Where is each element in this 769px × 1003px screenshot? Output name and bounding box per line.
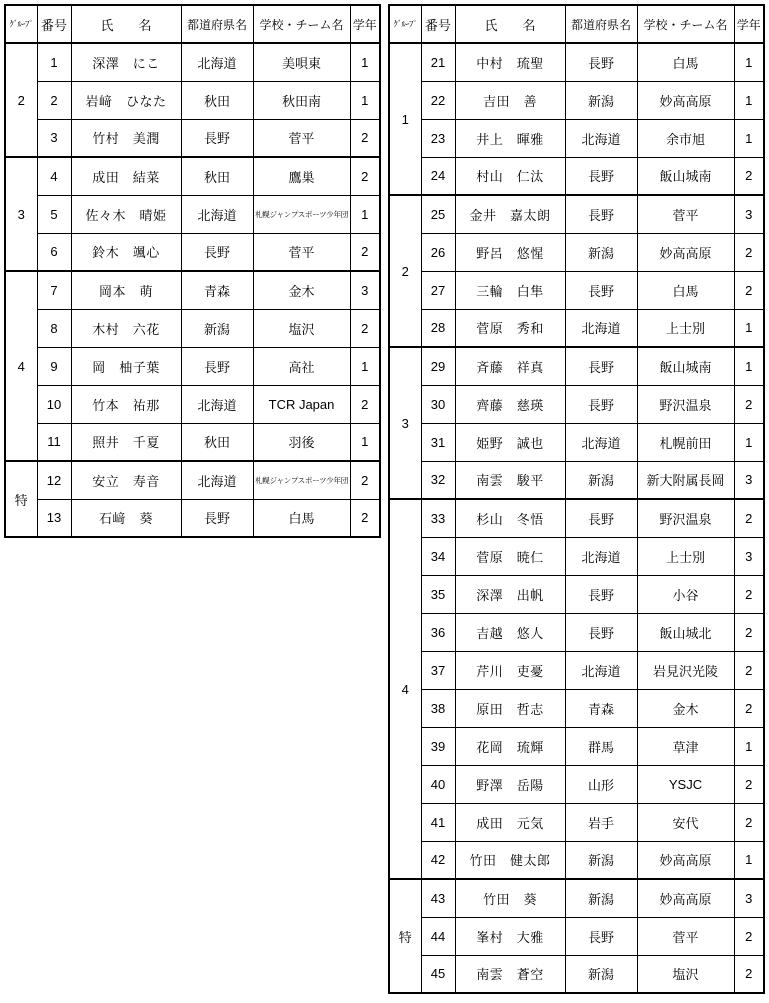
table-row <box>5 347 380 385</box>
prefecture-name: 新潟 <box>181 309 253 347</box>
athlete-name: 照井 千夏 <box>71 423 181 461</box>
school-year: 3 <box>350 271 380 309</box>
table-row <box>389 499 764 537</box>
prefecture-name: 北海道 <box>565 423 637 461</box>
table-row <box>389 955 764 993</box>
table-row <box>389 195 764 233</box>
school-year: 2 <box>350 461 380 499</box>
athlete-name: 鈴木 颯心 <box>71 233 181 271</box>
table-row <box>389 157 764 195</box>
school-year: 2 <box>734 271 764 309</box>
team-name: 鷹巣 <box>253 157 350 195</box>
group-label: 4 <box>5 271 37 461</box>
prefecture-name: 北海道 <box>181 461 253 499</box>
team-name: 白馬 <box>253 499 350 537</box>
row-number: 5 <box>37 195 71 233</box>
header-team: 学校・チーム名 <box>253 5 350 43</box>
prefecture-name: 青森 <box>565 689 637 727</box>
athlete-name: 岩﨑 ひなた <box>71 81 181 119</box>
school-year: 2 <box>350 385 380 423</box>
prefecture-name: 北海道 <box>181 43 253 81</box>
prefecture-name: 長野 <box>181 119 253 157</box>
team-name: 余市旭 <box>637 119 734 157</box>
team-name: 羽後 <box>253 423 350 461</box>
athlete-name: 南雲 駿平 <box>455 461 565 499</box>
school-year: 3 <box>734 879 764 917</box>
row-number: 11 <box>37 423 71 461</box>
row-number: 33 <box>421 499 455 537</box>
header-prefecture: 都道府県名 <box>565 5 637 43</box>
row-number: 35 <box>421 575 455 613</box>
row-number: 12 <box>37 461 71 499</box>
team-name: 札幌前田 <box>637 423 734 461</box>
team-name: 妙高高原 <box>637 879 734 917</box>
school-year: 1 <box>734 81 764 119</box>
row-number: 1 <box>37 43 71 81</box>
athlete-name: 斉藤 祥真 <box>455 347 565 385</box>
table-row <box>389 119 764 157</box>
group-label: 3 <box>389 347 421 499</box>
team-name: 塩沢 <box>637 955 734 993</box>
row-number: 27 <box>421 271 455 309</box>
prefecture-name: 秋田 <box>181 423 253 461</box>
row-number: 29 <box>421 347 455 385</box>
group-label: 3 <box>5 157 37 271</box>
row-number: 8 <box>37 309 71 347</box>
team-name: 白馬 <box>637 271 734 309</box>
school-year: 2 <box>734 233 764 271</box>
team-name: 小谷 <box>637 575 734 613</box>
header-number: 番号 <box>421 5 455 43</box>
school-year: 2 <box>350 309 380 347</box>
table-row <box>5 461 380 499</box>
table-row <box>5 423 380 461</box>
athlete-name: 安立 寿音 <box>71 461 181 499</box>
group-label: 2 <box>5 43 37 157</box>
team-name: 菅平 <box>253 233 350 271</box>
athlete-name: 吉田 善 <box>455 81 565 119</box>
school-year: 3 <box>734 461 764 499</box>
prefecture-name: 長野 <box>565 575 637 613</box>
row-number: 7 <box>37 271 71 309</box>
row-number: 28 <box>421 309 455 347</box>
prefecture-name: 長野 <box>181 233 253 271</box>
athlete-name: 木村 六花 <box>71 309 181 347</box>
header-group: ｸﾞﾙｰﾌﾟ <box>389 5 421 43</box>
table-row <box>389 765 764 803</box>
school-year: 1 <box>734 727 764 765</box>
prefecture-name: 山形 <box>565 765 637 803</box>
athlete-name: 竹村 美潤 <box>71 119 181 157</box>
table-row <box>389 271 764 309</box>
school-year: 1 <box>350 43 380 81</box>
prefecture-name: 新潟 <box>565 461 637 499</box>
header-year: 学年 <box>734 5 764 43</box>
table-row <box>389 461 764 499</box>
row-number: 25 <box>421 195 455 233</box>
prefecture-name: 長野 <box>565 43 637 81</box>
athlete-name: 野澤 岳陽 <box>455 765 565 803</box>
prefecture-name: 岩手 <box>565 803 637 841</box>
group-label: 2 <box>389 195 421 347</box>
prefecture-name: 青森 <box>181 271 253 309</box>
school-year: 3 <box>734 195 764 233</box>
prefecture-name: 長野 <box>565 157 637 195</box>
athlete-name: 成田 結菜 <box>71 157 181 195</box>
athlete-name: 菅原 秀和 <box>455 309 565 347</box>
team-name: 塩沢 <box>253 309 350 347</box>
left-table-header <box>5 5 380 43</box>
table-row <box>389 233 764 271</box>
school-year: 2 <box>734 651 764 689</box>
right-table-body <box>389 43 764 993</box>
athlete-name: 竹田 葵 <box>455 879 565 917</box>
right-roster-table <box>388 4 765 994</box>
team-name: 高社 <box>253 347 350 385</box>
school-year: 2 <box>734 955 764 993</box>
table-row <box>389 309 764 347</box>
row-number: 42 <box>421 841 455 879</box>
row-number: 40 <box>421 765 455 803</box>
prefecture-name: 長野 <box>181 499 253 537</box>
team-name: 妙高高原 <box>637 841 734 879</box>
athlete-name: 姫野 誠也 <box>455 423 565 461</box>
team-name: 新大附属長岡 <box>637 461 734 499</box>
table-row <box>5 499 380 537</box>
school-year: 2 <box>350 233 380 271</box>
row-number: 31 <box>421 423 455 461</box>
athlete-name: 金井 嘉太朗 <box>455 195 565 233</box>
row-number: 10 <box>37 385 71 423</box>
school-year: 1 <box>350 81 380 119</box>
athlete-name: 齊藤 慈瑛 <box>455 385 565 423</box>
team-name: 安代 <box>637 803 734 841</box>
team-name: 菅平 <box>253 119 350 157</box>
prefecture-name: 秋田 <box>181 157 253 195</box>
table-row <box>5 233 380 271</box>
table-row <box>389 803 764 841</box>
prefecture-name: 新潟 <box>565 955 637 993</box>
school-year: 2 <box>734 613 764 651</box>
team-name: 飯山城南 <box>637 157 734 195</box>
team-name: 美唄東 <box>253 43 350 81</box>
prefecture-name: 長野 <box>565 499 637 537</box>
school-year: 2 <box>734 917 764 955</box>
table-row <box>389 385 764 423</box>
table-row <box>5 271 380 309</box>
athlete-name: 岡本 萌 <box>71 271 181 309</box>
prefecture-name: 長野 <box>565 613 637 651</box>
athlete-name: 佐々木 晴姫 <box>71 195 181 233</box>
team-name: 菅平 <box>637 195 734 233</box>
header-row <box>5 5 380 43</box>
table-row <box>5 195 380 233</box>
header-row <box>389 5 764 43</box>
team-name: 妙高高原 <box>637 233 734 271</box>
athlete-name: 杉山 冬悟 <box>455 499 565 537</box>
athlete-name: 深澤 にこ <box>71 43 181 81</box>
prefecture-name: 北海道 <box>181 195 253 233</box>
row-number: 24 <box>421 157 455 195</box>
row-number: 23 <box>421 119 455 157</box>
athlete-name: 花岡 琉輝 <box>455 727 565 765</box>
table-row <box>5 119 380 157</box>
team-name: 秋田南 <box>253 81 350 119</box>
row-number: 44 <box>421 917 455 955</box>
prefecture-name: 北海道 <box>565 119 637 157</box>
prefecture-name: 新潟 <box>565 233 637 271</box>
team-name: 草津 <box>637 727 734 765</box>
table-row <box>389 689 764 727</box>
row-number: 22 <box>421 81 455 119</box>
team-name: 飯山城南 <box>637 347 734 385</box>
table-row <box>389 537 764 575</box>
school-year: 2 <box>734 157 764 195</box>
prefecture-name: 北海道 <box>181 385 253 423</box>
school-year: 2 <box>734 803 764 841</box>
table-row <box>389 423 764 461</box>
school-year: 2 <box>734 499 764 537</box>
header-prefecture: 都道府県名 <box>181 5 253 43</box>
athlete-name: 峯村 大雅 <box>455 917 565 955</box>
row-number: 38 <box>421 689 455 727</box>
row-number: 26 <box>421 233 455 271</box>
team-name: 野沢温泉 <box>637 385 734 423</box>
school-year: 1 <box>734 347 764 385</box>
school-year: 1 <box>734 309 764 347</box>
athlete-name: 三輪 白隼 <box>455 271 565 309</box>
row-number: 45 <box>421 955 455 993</box>
group-label: 1 <box>389 43 421 195</box>
school-year: 1 <box>350 423 380 461</box>
athlete-name: 吉越 悠人 <box>455 613 565 651</box>
table-row <box>389 347 764 385</box>
prefecture-name: 新潟 <box>565 81 637 119</box>
row-number: 36 <box>421 613 455 651</box>
row-number: 41 <box>421 803 455 841</box>
row-number: 21 <box>421 43 455 81</box>
athlete-name: 竹田 健太郎 <box>455 841 565 879</box>
row-number: 34 <box>421 537 455 575</box>
prefecture-name: 長野 <box>565 385 637 423</box>
prefecture-name: 秋田 <box>181 81 253 119</box>
school-year: 1 <box>350 195 380 233</box>
table-row <box>5 309 380 347</box>
prefecture-name: 長野 <box>181 347 253 385</box>
team-name: 白馬 <box>637 43 734 81</box>
athlete-name: 石﨑 葵 <box>71 499 181 537</box>
school-year: 2 <box>734 385 764 423</box>
team-name: 札幌ジャンプスポーツ少年団 <box>253 195 350 233</box>
athlete-name: 原田 哲志 <box>455 689 565 727</box>
table-row <box>389 879 764 917</box>
left-roster-table-wrapper <box>4 4 381 538</box>
left-table-body <box>5 43 380 537</box>
athlete-name: 中村 琉聖 <box>455 43 565 81</box>
prefecture-name: 北海道 <box>565 309 637 347</box>
left-roster-table <box>4 4 381 538</box>
row-number: 39 <box>421 727 455 765</box>
school-year: 1 <box>734 43 764 81</box>
row-number: 32 <box>421 461 455 499</box>
school-year: 2 <box>734 575 764 613</box>
table-row <box>389 81 764 119</box>
athlete-name: 井上 暉雅 <box>455 119 565 157</box>
prefecture-name: 群馬 <box>565 727 637 765</box>
header-team: 学校・チーム名 <box>637 5 734 43</box>
row-number: 37 <box>421 651 455 689</box>
athlete-name: 南雲 蒼空 <box>455 955 565 993</box>
school-year: 3 <box>734 537 764 575</box>
team-name: 札幌ジャンプスポーツ少年団 <box>253 461 350 499</box>
prefecture-name: 新潟 <box>565 841 637 879</box>
header-year: 学年 <box>350 5 380 43</box>
group-label: 特 <box>5 461 37 537</box>
team-name: YSJC <box>637 765 734 803</box>
athlete-name: 岡 柚子葉 <box>71 347 181 385</box>
school-year: 1 <box>734 119 764 157</box>
row-number: 6 <box>37 233 71 271</box>
team-name: TCR Japan <box>253 385 350 423</box>
athlete-name: 菅原 暁仁 <box>455 537 565 575</box>
team-name: 金木 <box>253 271 350 309</box>
prefecture-name: 新潟 <box>565 879 637 917</box>
prefecture-name: 北海道 <box>565 651 637 689</box>
table-row <box>389 43 764 81</box>
athlete-name: 村山 仁汰 <box>455 157 565 195</box>
team-name: 飯山城北 <box>637 613 734 651</box>
header-name: 氏 名 <box>71 5 181 43</box>
school-year: 1 <box>734 841 764 879</box>
row-number: 9 <box>37 347 71 385</box>
table-row <box>389 651 764 689</box>
team-name: 上士別 <box>637 537 734 575</box>
table-row <box>5 43 380 81</box>
group-label: 4 <box>389 499 421 879</box>
table-row <box>389 575 764 613</box>
table-row <box>5 81 380 119</box>
school-year: 1 <box>734 423 764 461</box>
table-row <box>5 385 380 423</box>
school-year: 1 <box>350 347 380 385</box>
athlete-name: 芹川 吏憂 <box>455 651 565 689</box>
team-name: 金木 <box>637 689 734 727</box>
row-number: 13 <box>37 499 71 537</box>
athlete-name: 深澤 出帆 <box>455 575 565 613</box>
team-name: 上士別 <box>637 309 734 347</box>
athlete-name: 竹本 祐那 <box>71 385 181 423</box>
prefecture-name: 長野 <box>565 271 637 309</box>
team-name: 妙高高原 <box>637 81 734 119</box>
school-year: 2 <box>734 689 764 727</box>
table-row <box>5 157 380 195</box>
team-name: 菅平 <box>637 917 734 955</box>
table-row <box>389 613 764 651</box>
table-row <box>389 727 764 765</box>
athlete-name: 野呂 悠惺 <box>455 233 565 271</box>
school-year: 2 <box>734 765 764 803</box>
table-row <box>389 917 764 955</box>
team-name: 野沢温泉 <box>637 499 734 537</box>
row-number: 43 <box>421 879 455 917</box>
school-year: 2 <box>350 119 380 157</box>
row-number: 3 <box>37 119 71 157</box>
prefecture-name: 長野 <box>565 195 637 233</box>
header-name: 氏 名 <box>455 5 565 43</box>
prefecture-name: 北海道 <box>565 537 637 575</box>
prefecture-name: 長野 <box>565 347 637 385</box>
table-row <box>389 841 764 879</box>
team-name: 岩見沢光陵 <box>637 651 734 689</box>
row-number: 4 <box>37 157 71 195</box>
school-year: 2 <box>350 157 380 195</box>
row-number: 2 <box>37 81 71 119</box>
athlete-name: 成田 元気 <box>455 803 565 841</box>
school-year: 2 <box>350 499 380 537</box>
right-roster-table-wrapper <box>388 4 765 994</box>
prefecture-name: 長野 <box>565 917 637 955</box>
group-label: 特 <box>389 879 421 993</box>
row-number: 30 <box>421 385 455 423</box>
header-group: ｸﾞﾙｰﾌﾟ <box>5 5 37 43</box>
right-table-header <box>389 5 764 43</box>
header-number: 番号 <box>37 5 71 43</box>
